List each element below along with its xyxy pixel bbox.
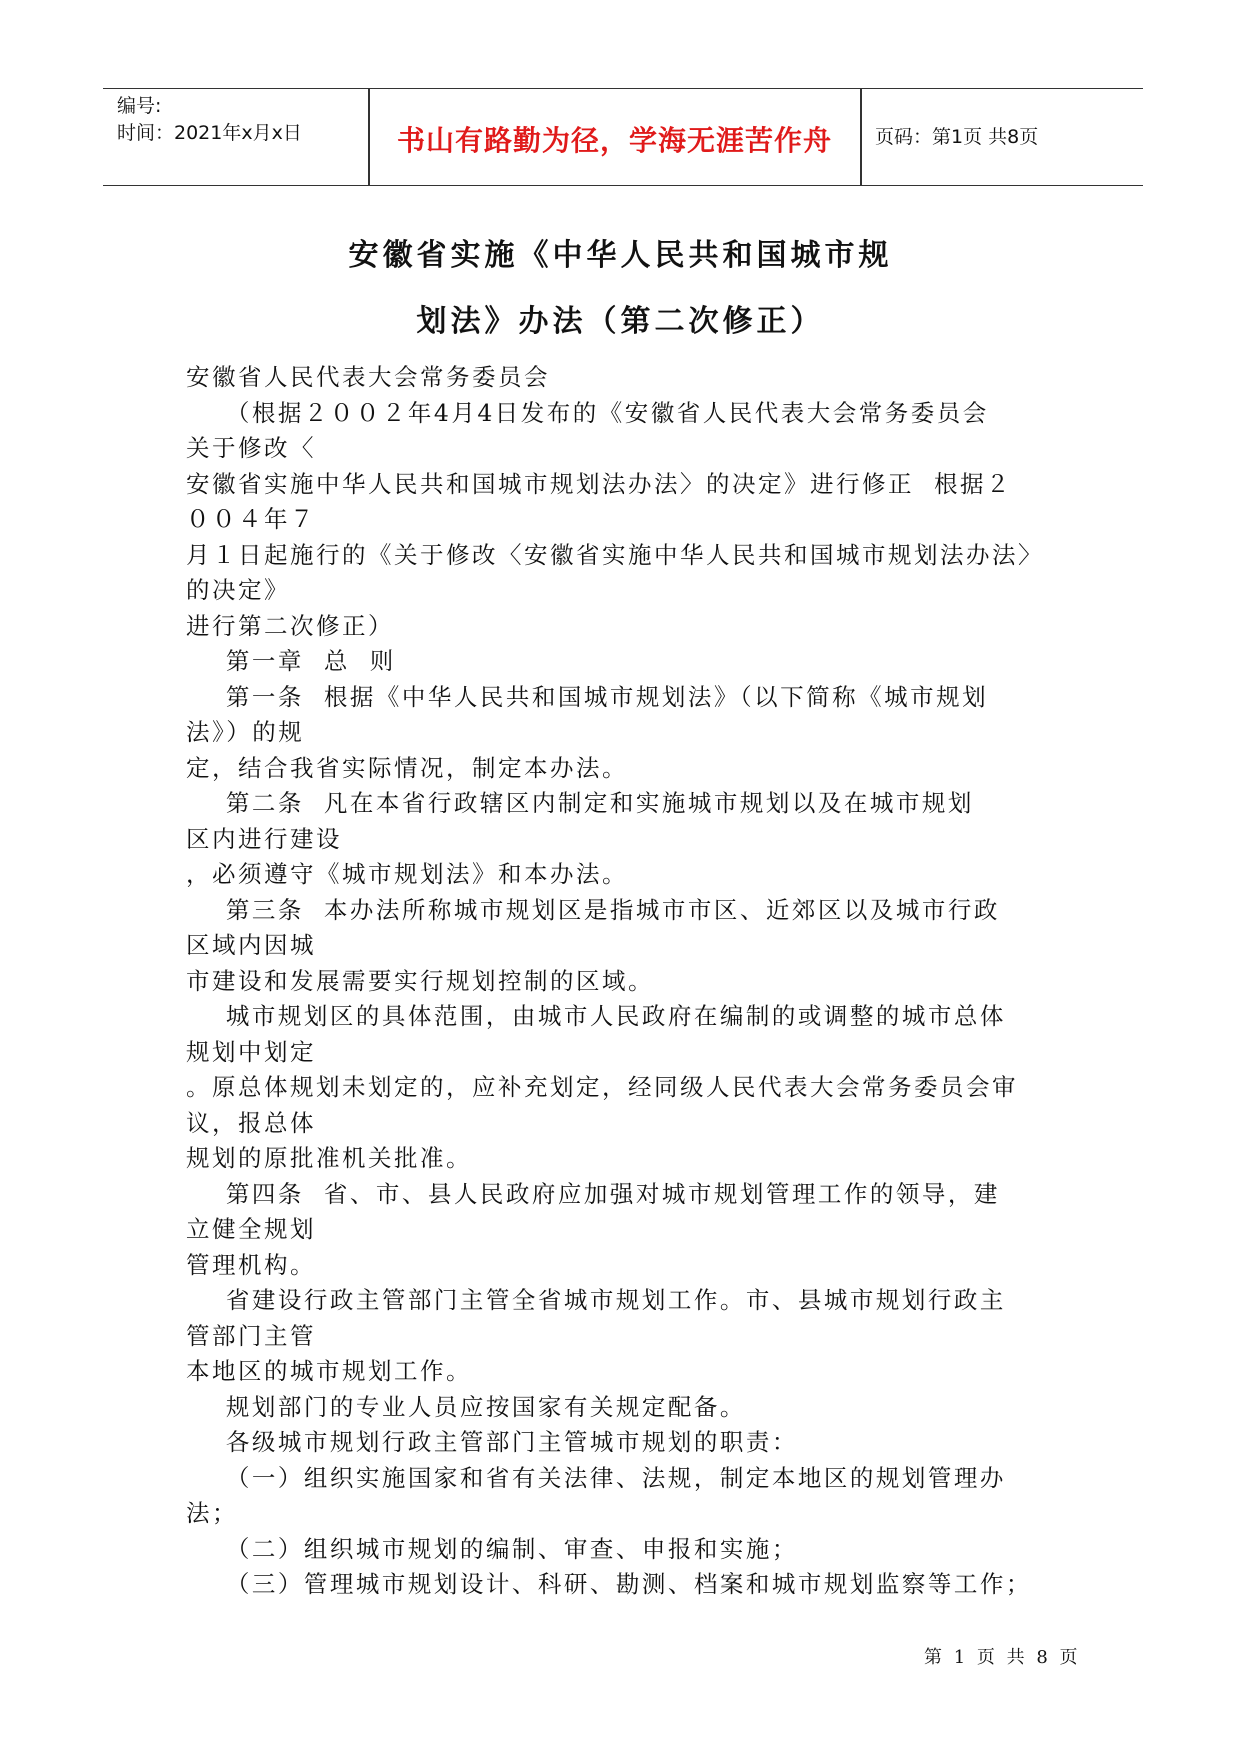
body-line: 安徽省人民代表大会常务委员会 — [186, 363, 550, 391]
body-line: 规划中划定 — [186, 1037, 316, 1066]
document-number-label: 编号: — [117, 95, 162, 117]
page-footer: 第 1 页 共 8 页 — [924, 1647, 1081, 1668]
body-line: ００４年７ — [186, 505, 316, 533]
body-line: 管理机构。 — [186, 1250, 316, 1279]
body-line: 第一条 根据《中华人民共和国城市规划法》（以下简称《城市规划 — [186, 682, 989, 711]
body-line: 市建设和发展需要实行规划控制的区域。 — [186, 966, 654, 995]
header-meta — [117, 93, 302, 147]
body-line: 第三条 本办法所称城市规划区是指城市市区、近郊区以及城市行政 — [186, 895, 1000, 924]
body-line: 区域内因城 — [186, 931, 316, 959]
body-line: 城市规划区的具体范围，由城市人民政府在编制的或调整的城市总体 — [186, 1002, 1006, 1030]
body-line: 省建设行政主管部门主管全省城市规划工作。市、县城市规划行政主 — [186, 1286, 1006, 1314]
header-motto: 书山有路勤为径，学海无涯苦作舟 — [396, 124, 832, 157]
body-line: 立健全规划 — [186, 1215, 316, 1243]
body-line: 第一章 总 则 — [186, 647, 396, 675]
body-line: 月１日起施行的《关于修改〈安徽省实施中华人民共和国城市规划法办法〉 — [186, 540, 1044, 569]
body-line: 议，报总体 — [186, 1108, 316, 1137]
header-table — [103, 88, 1143, 186]
body-line: ，必须遵守《城市规划法》和本办法。 — [186, 860, 628, 888]
body-line: 规划部门的专业人员应按国家有关规定配备。 — [186, 1392, 746, 1421]
body-line: （三）管理城市规划设计、科研、勘测、档案和城市规划监察等工作； — [186, 1570, 1032, 1598]
body-line: （一）组织实施国家和省有关法律、法规，制定本地区的规划管理办 — [186, 1463, 1006, 1492]
body-line: 定，结合我省实际情况，制定本办法。 — [186, 753, 628, 782]
header-page-number: 页码：第1页 共8页 — [875, 126, 1039, 148]
body-line: 的决定》 — [186, 576, 290, 604]
body-line: 区内进行建设 — [186, 824, 342, 853]
body-line: 第二条 凡在本省行政辖区内制定和实施城市规划以及在城市规划 — [186, 789, 974, 817]
body-line: 本地区的城市规划工作。 — [186, 1357, 472, 1385]
body-line: 关于修改〈 — [186, 434, 316, 462]
body-line: （二）组织城市规划的编制、审查、申报和实施； — [186, 1534, 798, 1563]
document-title-line-2: 划法》办法（第二次修正） — [416, 304, 825, 339]
document-body — [186, 360, 1066, 1603]
body-line: 法； — [186, 1499, 238, 1527]
body-line: 进行第二次修正） — [186, 611, 394, 640]
body-line: 规划的原批准机关批准。 — [186, 1144, 472, 1172]
document-title-line-1: 安徽省实施《中华人民共和国城市规 — [348, 238, 893, 273]
body-line: 第四条 省、市、县人民政府应加强对城市规划管理工作的领导，建 — [186, 1179, 1000, 1208]
body-line: 。原总体规划未划定的，应补充划定，经同级人民代表大会常务委员会审 — [186, 1073, 1018, 1101]
body-line: 法》）的规 — [186, 718, 305, 746]
header-divider — [860, 89, 862, 185]
document-time-label: 时间：2021年x月x日 — [117, 122, 302, 144]
body-line: 各级城市规划行政主管部门主管城市规划的职责： — [186, 1428, 798, 1456]
body-line: 安徽省实施中华人民共和国城市规划法办法〉的决定》进行修正 根据２ — [186, 469, 1012, 498]
body-line: （根据２００２年4月4日发布的《安徽省人民代表大会常务委员会 — [186, 398, 989, 427]
body-line: 管部门主管 — [186, 1321, 316, 1350]
